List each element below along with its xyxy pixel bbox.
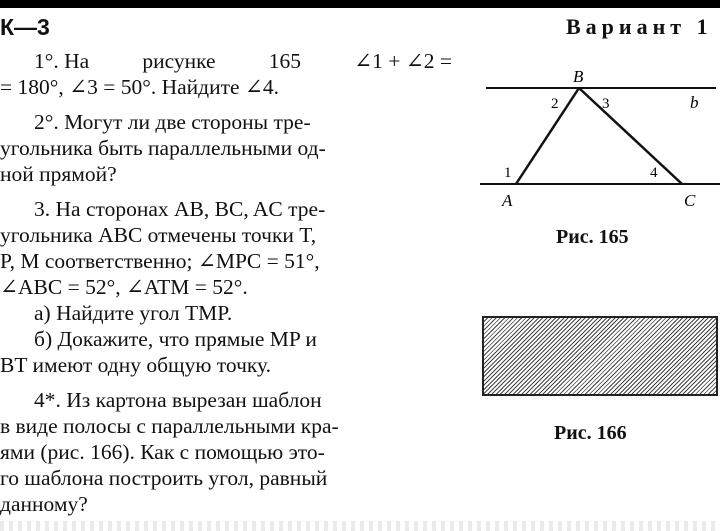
figure-166-caption: Рис. 166 (554, 422, 627, 444)
problem-line (0, 274, 452, 300)
angle-1-label: 1 (504, 165, 512, 181)
problem-line (0, 222, 452, 248)
text-fragment: угольника ABC отмечены точки T, (0, 223, 317, 247)
problems-column (0, 48, 452, 517)
segment-bc (579, 88, 682, 184)
text-fragment: P, M соответственно; ∠MPC = 51°, (0, 249, 320, 273)
problem-line (0, 161, 452, 187)
problem-line (0, 352, 452, 378)
segment-ab (516, 88, 579, 184)
figure-166-hatched-strip (482, 316, 718, 396)
text-fragment: а) Найдите угол TMP. (34, 301, 233, 325)
text-fragment: в виде полосы с параллельными кра- (0, 414, 339, 438)
bottom-edge-noise (0, 521, 720, 531)
problem-2 (0, 109, 452, 187)
problem-line (0, 491, 452, 517)
text-fragment: 4*. Из картона вырезан шаблон (34, 388, 322, 412)
label-c: C (684, 191, 696, 210)
problem-3 (0, 196, 452, 378)
top-edge-bar (0, 0, 720, 8)
variant-title: Вариант 1 (566, 14, 713, 39)
text-fragment: данному? (0, 492, 88, 516)
problem-line (0, 135, 452, 161)
problem-line (0, 326, 452, 352)
problem-line (0, 196, 452, 222)
figure-165-caption: Рис. 165 (556, 226, 629, 248)
problem-line (0, 413, 452, 439)
text-fragment: = 180°, ∠3 = 50°. Найдите ∠4. (0, 75, 280, 99)
text-fragment: го шаблона построить угол, равный (0, 466, 328, 490)
label-line-b: b (690, 93, 699, 112)
text-fragment: 3. На сторонах AB, BC, AC тре- (34, 197, 326, 221)
text-fragment: BT имеют одну общую точку. (0, 353, 272, 377)
text-fragment: 165 (268, 49, 301, 73)
angle-3-label: 3 (602, 96, 610, 112)
label-a: A (502, 191, 513, 210)
text-fragment: ной прямой? (0, 162, 117, 186)
text-fragment: ∠ABC = 52°, ∠ATM = 52°. (0, 275, 248, 299)
figure-165-diagram (480, 66, 720, 216)
text-fragment: 1°. На (34, 49, 90, 73)
angle-2-label: 2 (551, 96, 559, 112)
work-title: К—3 (0, 14, 50, 40)
label-b-vertex: B (573, 67, 584, 86)
problem-line (0, 300, 452, 326)
problem-line (0, 74, 452, 100)
problem-line (0, 465, 452, 491)
problem-line (0, 387, 452, 413)
problem-line (0, 248, 452, 274)
angle-4-label: 4 (650, 165, 658, 181)
text-fragment: б) Докажите, что прямые MP и (34, 327, 317, 351)
text-fragment: ями (рис. 166). Как с помощью это- (0, 440, 325, 464)
text-fragment: рисунке (142, 49, 216, 73)
problem-1 (0, 48, 452, 100)
text-fragment: ∠1 + ∠2 = (354, 49, 452, 73)
problem-line (0, 48, 452, 74)
text-fragment: 2°. Могут ли две стороны тре- (34, 110, 311, 134)
problem-4 (0, 387, 452, 517)
text-fragment: угольника быть параллельными од- (0, 136, 326, 160)
problem-line (0, 109, 452, 135)
problem-line (0, 439, 452, 465)
